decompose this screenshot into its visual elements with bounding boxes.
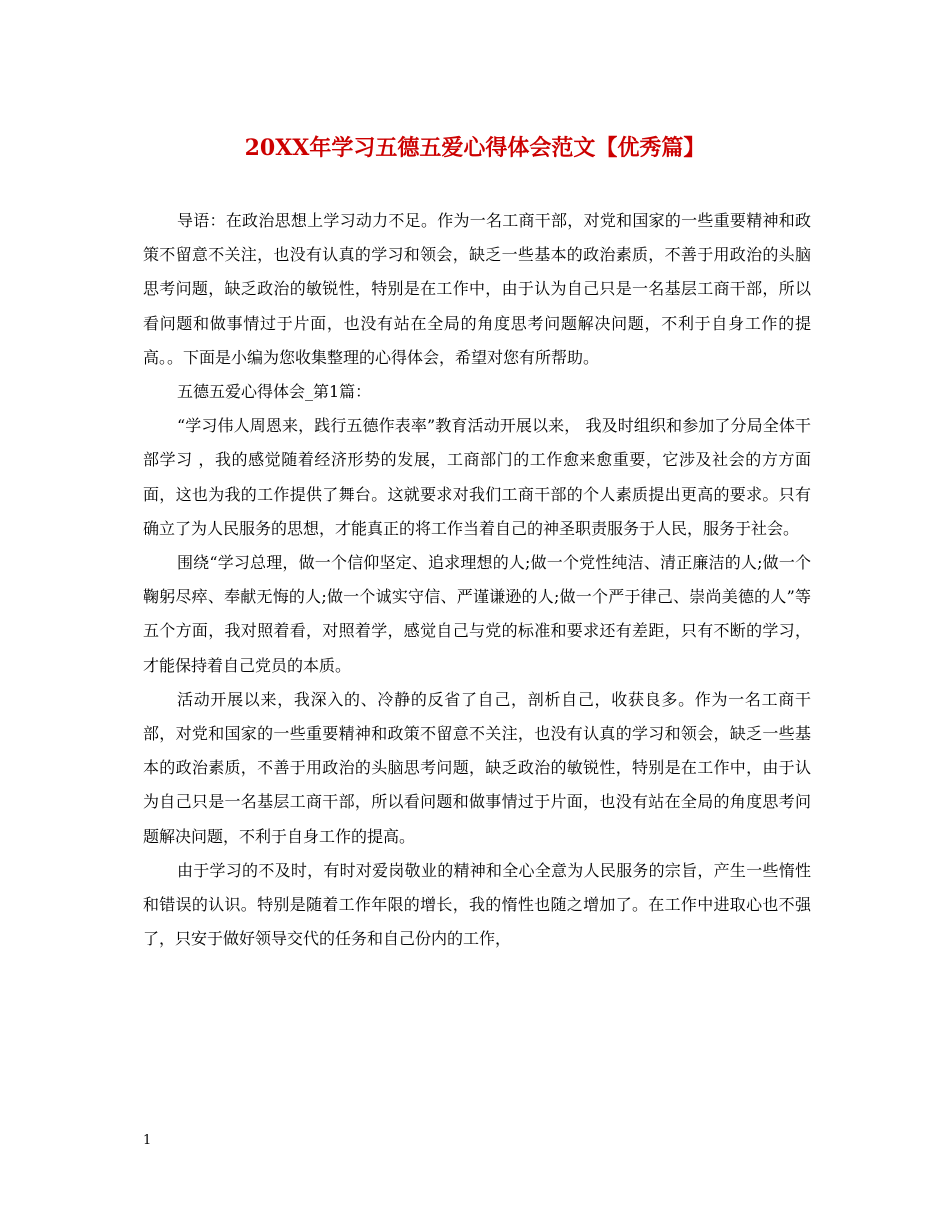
body-paragraph: 活动开展以来，我深入的、冷静的反省了自己，剖析自己，收获良多。作为一名工商干部，对党和国家的一些重要精神和政策不留意不关注，也没有认真的学习和领会，缺乏一些基本的政治素质，不善于用政治的头脑思考问题，缺乏政治的敏锐性，特别是在工作中，由于认为自己只是一名基层工商干部，所以看问题和做事情过于片面，也没有站在全局的角度思考问题解决问题，不利于自身工作的提高。 xyxy=(143,689,811,846)
document-title: 20XX年学习五德五爱心得体会范文【优秀篇】 xyxy=(244,135,706,161)
body-paragraph: 由于学习的不及时，有时对爱岗敬业的精神和全心全意为人民服务的宗旨，产生一些惰性和错误的认识。特别是随着工作年限的增长，我的惰性也随之增加了。在工作中进取心也不强了，只安于做好领导交代的任务和自己份内的工作， xyxy=(143,860,811,949)
body-paragraph: “学习伟人周恩来，践行五德作表率”教育活动开展以来， 我及时组织和参加了分局全体干部学习 ，我的感觉随着经济形势的发展，工商部门的工作愈来愈重要，它涉及社会的方方面面，这也为我的工作提供了舞台。这就要求对我们工商干部的个人素质提出更高的要求。只有确立了为人民服务的思想，才能真正的将工作当着自己的神圣职责服务于人民，服务于社会。 xyxy=(143,416,811,538)
document-body xyxy=(143,204,811,956)
intro-paragraph: 导语：在政治思想上学习动力不足。作为一名工商干部，对党和国家的一些重要精神和政策不留意不关注，也没有认真的学习和领会，缺乏一些基本的政治素质，不善于用政治的头脑思考问题，缺乏政治的敏锐性，特别是在工作中，由于认为自己只是一名基层工商干部，所以看问题和做事情过于片面，也没有站在全局的角度思考问题解决问题，不利于自身工作的提高。。下面是小编为您收集整理的心得体会，希望对您有所帮助。 xyxy=(143,211,811,367)
page-number: 1 xyxy=(143,1133,152,1148)
section-heading: 五德五爱心得体会_第1篇： xyxy=(177,382,372,402)
body-paragraph: 围绕“学习总理，做一个信仰坚定、追求理想的人;做一个党性纯洁、清正廉洁的人;做一个鞠躬尽瘁、奉献无悔的人;做一个诚实守信、严谨谦逊的人;做一个严于律己、崇尚美德的人”等五个方面，我对照着看，对照着学，感觉自己与党的标准和要求还有差距，只有不断的学习，才能保持着自己党员的本质。 xyxy=(143,553,811,675)
